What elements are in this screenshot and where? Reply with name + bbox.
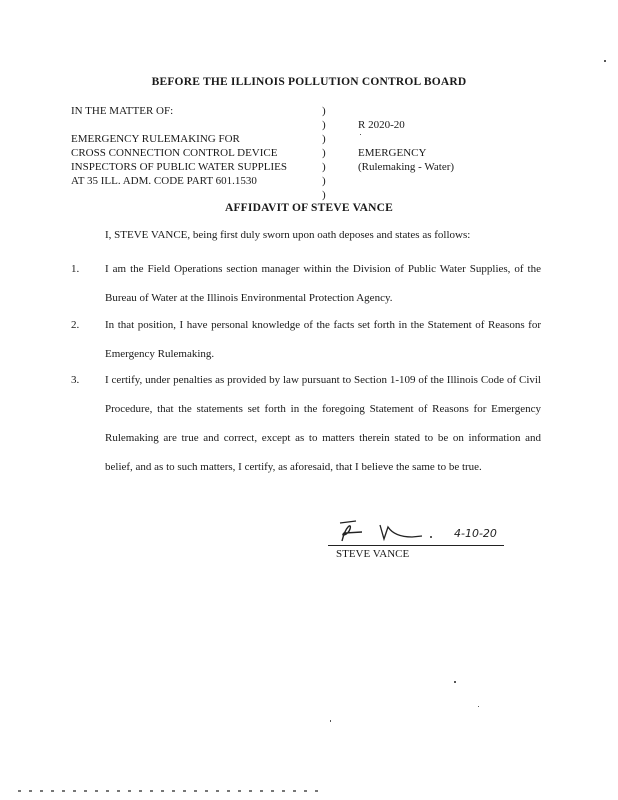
paragraph-text: In that position, I have personal knowledge of the facts set forth in the Statement of Reasons for Emergency Rulemaking. xyxy=(105,319,541,360)
caption-line xyxy=(71,118,287,132)
caption-line: IN THE MATTER OF: xyxy=(71,105,174,117)
scan-speck xyxy=(604,60,606,62)
docket-subtype: (Rulemaking - Water) xyxy=(358,161,455,173)
paren: ) xyxy=(322,175,326,187)
board-title: BEFORE THE ILLINOIS POLLUTION CONTROL BOARD xyxy=(151,76,467,88)
paragraph-3 xyxy=(71,366,541,482)
handwritten-signature xyxy=(322,515,522,549)
paren: ) xyxy=(322,161,326,173)
caption-line: INSPECTORS OF PUBLIC WATER SUPPLIES xyxy=(71,161,287,173)
intro-statement: I, STEVE VANCE, being first duly sworn upon oath deposes and states as follows: xyxy=(105,229,471,241)
scan-speck xyxy=(454,681,456,683)
caption-line: CROSS CONNECTION CONTROL DEVICE xyxy=(71,147,278,159)
signature-date xyxy=(454,527,497,540)
caption-matter xyxy=(71,104,287,188)
docket-line xyxy=(358,104,454,118)
paren: ) xyxy=(322,105,326,117)
paragraph-number: 1. xyxy=(71,263,80,275)
scan-speck xyxy=(478,706,479,707)
paragraph-number: 3. xyxy=(71,374,80,386)
scan-speck xyxy=(360,134,361,135)
caption-line: EMERGENCY RULEMAKING FOR xyxy=(71,133,240,145)
date-text: 4-10-20 xyxy=(454,527,497,540)
paragraph-1 xyxy=(71,255,541,313)
signer-name: STEVE VANCE xyxy=(336,548,410,560)
paren: ) xyxy=(322,119,326,131)
paragraph-text: I am the Field Operations section manager within the Division of Public Water Supplies, of the Bureau of Water at the Illinois Environmental Protection Agency. xyxy=(105,263,541,304)
paragraph-number: 2. xyxy=(71,319,80,331)
affidavit-heading: AFFIDAVIT OF STEVE VANCE xyxy=(224,202,394,214)
paragraph-text: I certify, under penalties as provided by law pursuant to Section 1-109 of the Illinois Code of Civil Procedure, that the statements set forth in the foregoing Statement of Reasons for Emergency Rulemaking are true and correct, except as to matters therein stated to be on information and belief, and as to such matters, I certify, as aforesaid, that I believe the same to be true. xyxy=(105,374,541,473)
caption-docket xyxy=(358,104,454,174)
paragraph-2 xyxy=(71,311,541,369)
signature-block xyxy=(322,515,522,565)
caption-line: AT 35 ILL. ADM. CODE PART 601.1530 xyxy=(71,175,257,187)
paren: ) xyxy=(322,189,326,201)
paren: ) xyxy=(322,133,326,145)
caption-parens xyxy=(322,104,326,202)
paren: ) xyxy=(322,147,326,159)
scan-edge-noise xyxy=(18,790,318,792)
docket-line xyxy=(358,132,454,146)
scan-speck xyxy=(330,720,331,722)
signature-line xyxy=(328,545,504,546)
docket-number: R 2020-20 xyxy=(358,119,405,131)
docket-type: EMERGENCY xyxy=(358,147,427,159)
